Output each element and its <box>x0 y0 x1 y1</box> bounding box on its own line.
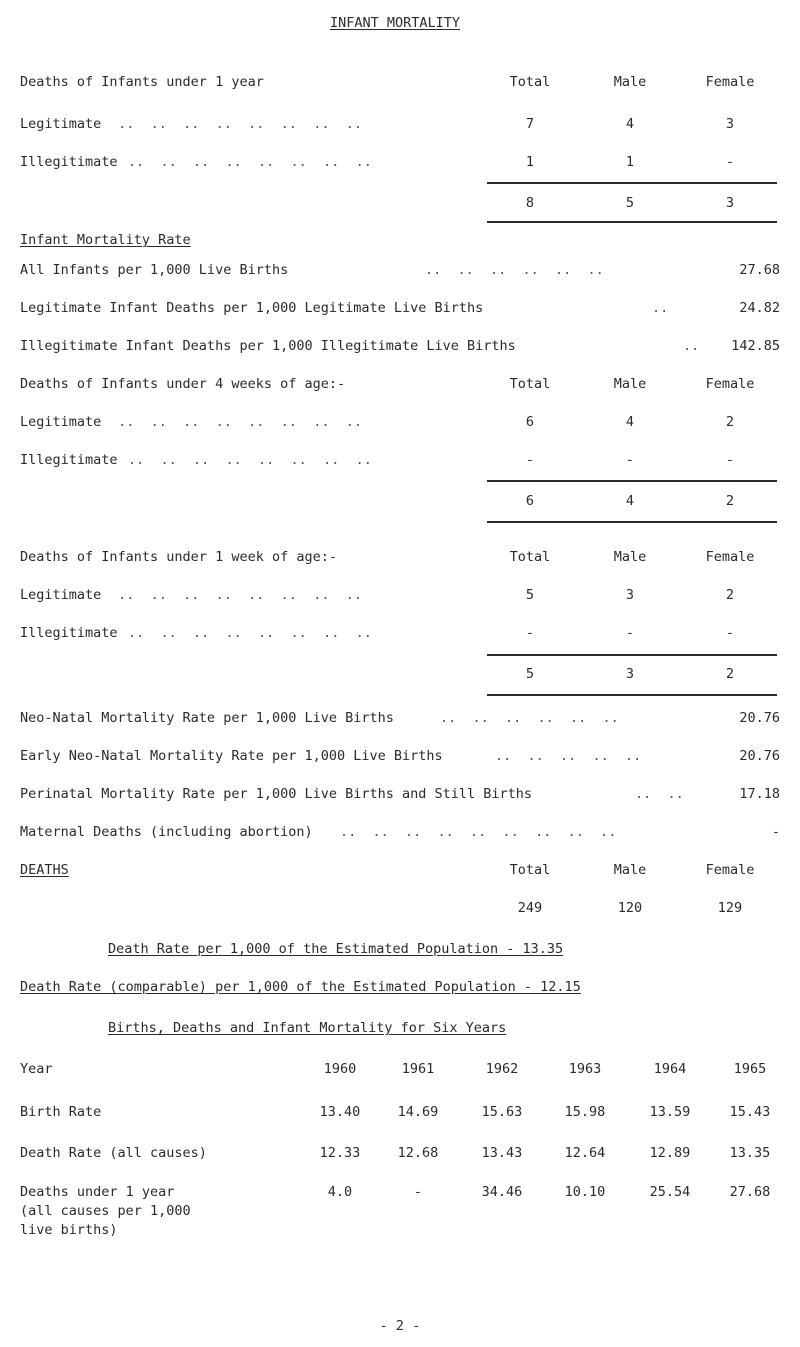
female-cell: 3 <box>725 116 735 132</box>
six-years-heading: Births, Deaths and Infant Mortality for Six Years <box>108 1020 507 1036</box>
value-cell: 15.98 <box>564 1104 606 1120</box>
divider <box>487 182 777 184</box>
leader-dots: .. .. .. .. .. .. .. .. .. <box>340 824 617 840</box>
year-cell: 1961 <box>401 1061 435 1077</box>
row-label-line: live births) <box>20 1222 118 1238</box>
row-label: Legitimate <box>20 414 102 430</box>
list-item <box>0 748 800 768</box>
rate-label: All Infants per 1,000 Live Births <box>20 262 289 278</box>
table-row <box>0 587 800 607</box>
total-cell: 5 <box>525 666 535 682</box>
section-header <box>0 862 800 882</box>
rate-value: 17.18 <box>739 786 780 802</box>
list-item <box>0 710 800 730</box>
value-cell: 27.68 <box>729 1184 771 1200</box>
value-cell: 14.69 <box>397 1104 439 1120</box>
total-cell: 7 <box>525 116 535 132</box>
value-cell: 12.68 <box>397 1145 439 1161</box>
table-row <box>0 900 800 920</box>
year-cell: 1960 <box>323 1061 357 1077</box>
value-cell: 13.40 <box>319 1104 361 1120</box>
section-header <box>0 549 800 569</box>
total-cell: 5 <box>525 587 535 603</box>
divider <box>487 654 777 656</box>
value-cell: 13.43 <box>481 1145 523 1161</box>
row-label: Illegitimate <box>20 452 118 468</box>
female-cell: 2 <box>725 587 735 603</box>
male-cell: - <box>625 625 635 641</box>
table-row <box>0 414 800 434</box>
table-row <box>0 493 800 513</box>
male-cell: 4 <box>625 116 635 132</box>
table-row <box>0 1104 800 1124</box>
total-cell: 6 <box>525 493 535 509</box>
total-cell: 249 <box>517 900 543 916</box>
table-row <box>0 452 800 472</box>
value-cell: 13.35 <box>729 1145 771 1161</box>
female-cell: 2 <box>725 414 735 430</box>
page-title: INFANT MORTALITY <box>330 15 461 31</box>
table-row <box>0 1145 800 1165</box>
list-item <box>0 824 800 844</box>
rate-label: Perinatal Mortality Rate per 1,000 Live Births and Still Births <box>20 786 533 802</box>
row-label: Illegitimate <box>20 154 118 170</box>
value-cell: - <box>413 1184 423 1200</box>
value-cell: 12.64 <box>564 1145 606 1161</box>
col-header-total: Total <box>509 376 551 392</box>
year-label: Year <box>20 1061 53 1077</box>
year-cell: 1965 <box>733 1061 767 1077</box>
row-label-line: (all causes per 1,000 <box>20 1203 191 1219</box>
divider <box>487 221 777 223</box>
col-header-male: Male <box>613 862 647 878</box>
col-header-male: Male <box>613 549 647 565</box>
col-header-female: Female <box>705 862 755 878</box>
value-cell: 15.63 <box>481 1104 523 1120</box>
list-item <box>0 338 800 358</box>
table-row <box>0 666 800 686</box>
male-cell: - <box>625 452 635 468</box>
male-cell: 3 <box>625 666 635 682</box>
section-header <box>0 376 800 396</box>
total-cell: - <box>525 625 535 641</box>
col-header-female: Female <box>705 74 755 90</box>
leader-dots: .. .. .. .. .. .. .. .. <box>128 154 372 170</box>
table-row <box>0 154 800 174</box>
divider <box>487 521 777 523</box>
under1year-label: Deaths of Infants under 1 year <box>20 74 264 90</box>
leader-dots: .. .. .. .. .. <box>495 748 642 764</box>
rate-label: Legitimate Infant Deaths per 1,000 Legitimate Live Births <box>20 300 484 316</box>
col-header-total: Total <box>509 862 551 878</box>
rate-value: - <box>771 824 780 840</box>
rate-value: 20.76 <box>739 710 780 726</box>
table-row <box>0 116 800 136</box>
value-cell: 34.46 <box>481 1184 523 1200</box>
imr-heading: Infant Mortality Rate <box>20 232 191 248</box>
row-label: Legitimate <box>20 116 102 132</box>
rate-value: 142.85 <box>731 338 780 354</box>
leader-dots: .. <box>683 338 700 354</box>
col-header-female: Female <box>705 376 755 392</box>
under4weeks-label: Deaths of Infants under 4 weeks of age:- <box>20 376 346 392</box>
male-cell: 4 <box>625 493 635 509</box>
leader-dots: .. .. .. .. .. .. .. .. <box>128 625 372 641</box>
table-row <box>0 625 800 645</box>
page-number: - 2 - <box>379 1318 421 1334</box>
male-cell: 1 <box>625 154 635 170</box>
col-header-total: Total <box>509 74 551 90</box>
male-cell: 5 <box>625 195 635 211</box>
deaths-heading: DEATHS <box>20 862 69 878</box>
leader-dots: .. .. .. .. .. .. <box>440 710 619 726</box>
female-cell: 2 <box>725 493 735 509</box>
female-cell: - <box>725 452 735 468</box>
value-cell: 10.10 <box>564 1184 606 1200</box>
value-cell: 15.43 <box>729 1104 771 1120</box>
leader-dots: .. .. .. .. .. .. .. .. <box>110 414 362 430</box>
row-label-line: Deaths under 1 year <box>20 1184 175 1200</box>
list-item <box>0 300 800 320</box>
leader-dots: .. <box>652 300 669 316</box>
total-cell: 8 <box>525 195 535 211</box>
female-cell: 3 <box>725 195 735 211</box>
female-cell: 129 <box>717 900 743 916</box>
leader-dots: .. .. .. .. .. .. .. .. <box>110 587 362 603</box>
female-cell: - <box>725 625 735 641</box>
row-label: Death Rate (all causes) <box>20 1145 207 1161</box>
value-cell: 12.33 <box>319 1145 361 1161</box>
col-header-female: Female <box>705 549 755 565</box>
male-cell: 120 <box>617 900 643 916</box>
rate-label: Maternal Deaths (including abortion) <box>20 824 313 840</box>
table-header-row <box>0 1061 800 1081</box>
year-cell: 1962 <box>485 1061 519 1077</box>
value-cell: 4.0 <box>327 1184 353 1200</box>
rate-value: 24.82 <box>739 300 780 316</box>
value-cell: 13.59 <box>649 1104 691 1120</box>
under1week-label: Deaths of Infants under 1 week of age:- <box>20 549 337 565</box>
col-header-total: Total <box>509 549 551 565</box>
rate-label: Neo-Natal Mortality Rate per 1,000 Live Births <box>20 710 394 726</box>
list-item <box>0 786 800 806</box>
leader-dots: .. .. .. .. .. .. .. .. <box>110 116 362 132</box>
year-cell: 1963 <box>568 1061 602 1077</box>
value-cell: 25.54 <box>649 1184 691 1200</box>
rate-value: 27.68 <box>739 262 780 278</box>
row-label: Birth Rate <box>20 1104 102 1120</box>
leader-dots: .. .. .. .. .. .. .. .. <box>128 452 372 468</box>
rate-label: Illegitimate Infant Deaths per 1,000 Illegitimate Live Births <box>20 338 516 354</box>
total-cell: 6 <box>525 414 535 430</box>
table-row <box>0 195 800 215</box>
row-label: Illegitimate <box>20 625 118 641</box>
rate-label: Early Neo-Natal Mortality Rate per 1,000 Live Births <box>20 748 443 764</box>
leader-dots: .. .. .. .. .. .. <box>425 262 604 278</box>
divider <box>487 694 777 696</box>
year-cell: 1964 <box>653 1061 687 1077</box>
total-cell: - <box>525 452 535 468</box>
rate-value: 20.76 <box>739 748 780 764</box>
col-header-male: Male <box>613 74 647 90</box>
female-cell: 2 <box>725 666 735 682</box>
death-rate-line: Death Rate per 1,000 of the Estimated Population - 13.35 <box>108 941 564 957</box>
female-cell: - <box>725 154 735 170</box>
row-label: Legitimate <box>20 587 102 603</box>
list-item <box>0 262 800 282</box>
death-rate-comparable-line: Death Rate (comparable) per 1,000 of the Estimated Population - 12.15 <box>20 979 581 995</box>
total-cell: 1 <box>525 154 535 170</box>
value-cell: 12.89 <box>649 1145 691 1161</box>
divider <box>487 480 777 482</box>
col-header-male: Male <box>613 376 647 392</box>
male-cell: 4 <box>625 414 635 430</box>
table-row <box>0 1184 800 1244</box>
male-cell: 3 <box>625 587 635 603</box>
leader-dots: .. .. <box>635 786 684 802</box>
